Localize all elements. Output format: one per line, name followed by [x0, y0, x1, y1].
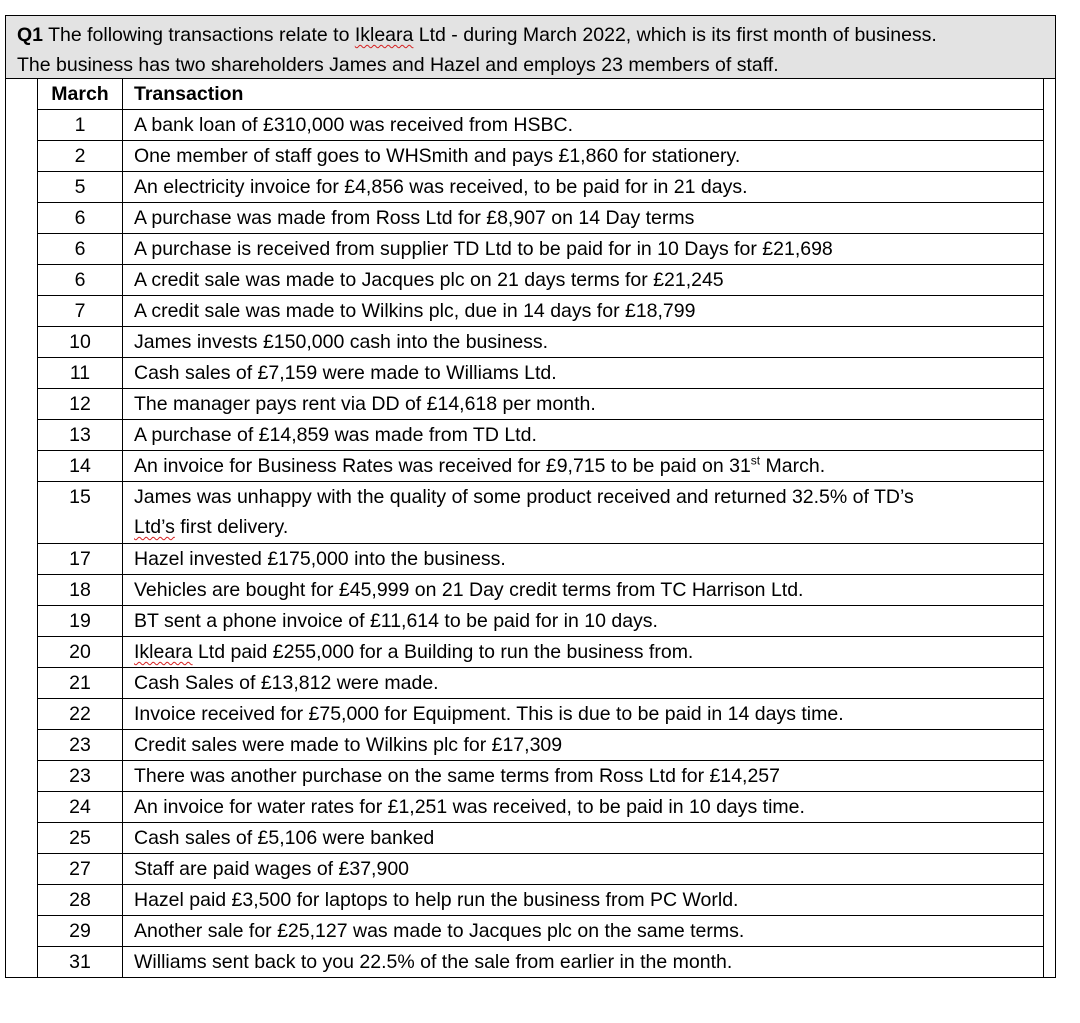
spellcheck-word: Ikleara [134, 641, 193, 663]
table-row [38, 637, 1044, 668]
question-text-rest: Ltd - during March 2022, which is its first month of business. [413, 24, 937, 46]
transaction-cell: A purchase is received from supplier TD Ltd to be paid for in 10 Days for £21,698 [123, 234, 1044, 265]
table-row [38, 482, 1044, 544]
day-cell: 14 [38, 451, 123, 482]
table-row [38, 327, 1044, 358]
day-cell: 13 [38, 420, 123, 451]
header-transaction: Transaction [123, 79, 1044, 110]
transaction-cell: Another sale for £25,127 was made to Jacques plc on the same terms. [123, 916, 1044, 947]
table-row [38, 544, 1044, 575]
transaction-cell: James invests £150,000 cash into the business. [123, 327, 1044, 358]
day-cell: 21 [38, 668, 123, 699]
table-row [38, 296, 1044, 327]
question-number: Q1 [17, 24, 44, 46]
day-cell: 19 [38, 606, 123, 637]
transaction-cell: The manager pays rent via DD of £14,618 per month. [123, 389, 1044, 420]
table-row [38, 792, 1044, 823]
table-row [38, 761, 1044, 792]
transaction-cell: A purchase of £14,859 was made from TD Ltd. [123, 420, 1044, 451]
day-cell: 27 [38, 854, 123, 885]
day-cell: 6 [38, 203, 123, 234]
day-cell: 25 [38, 823, 123, 854]
day-cell: 7 [38, 296, 123, 327]
transaction-cell: Staff are paid wages of £37,900 [123, 854, 1044, 885]
table-row [38, 203, 1044, 234]
day-cell: 29 [38, 916, 123, 947]
table-row [38, 110, 1044, 141]
transaction-cell: A purchase was made from Ross Ltd for £8,907 on 14 Day terms [123, 203, 1044, 234]
table-header-row [38, 79, 1044, 110]
day-cell: 23 [38, 730, 123, 761]
table-row [38, 916, 1044, 947]
transaction-cell: Credit sales were made to Wilkins plc for £17,309 [123, 730, 1044, 761]
table-row [38, 265, 1044, 296]
day-cell: 22 [38, 699, 123, 730]
table-row [38, 730, 1044, 761]
day-cell: 17 [38, 544, 123, 575]
day-cell: 6 [38, 265, 123, 296]
header-march: March [38, 79, 123, 110]
table-row [38, 885, 1044, 916]
day-cell: 11 [38, 358, 123, 389]
transaction-cell: BT sent a phone invoice of £11,614 to be paid for in 10 days. [123, 606, 1044, 637]
day-cell: 18 [38, 575, 123, 606]
day-cell: 23 [38, 761, 123, 792]
transaction-cell: Hazel paid £3,500 for laptops to help run the business from PC World. [123, 885, 1044, 916]
table-row [38, 141, 1044, 172]
transaction-cell: There was another purchase on the same terms from Ross Ltd for £14,257 [123, 761, 1044, 792]
question-line-1 [17, 20, 1055, 50]
company-name-spellcheck: Ikleara [354, 24, 414, 46]
table-row [38, 668, 1044, 699]
transaction-text: An invoice for Business Rates was received for £9,715 to be paid on 31 [134, 455, 751, 477]
transaction-cell: Vehicles are bought for £45,999 on 21 Day credit terms from TC Harrison Ltd. [123, 575, 1044, 606]
table-row [38, 575, 1044, 606]
transaction-cell: One member of staff goes to WHSmith and pays £1,860 for stationery. [123, 141, 1044, 172]
table-row [38, 699, 1044, 730]
question-frame [5, 15, 1056, 978]
table-row [38, 358, 1044, 389]
table-row [38, 823, 1044, 854]
transaction-text: James was unhappy with the quality of some product received and returned 32.5% of TD’s [134, 486, 914, 508]
question-header [6, 16, 1055, 79]
transaction-cell: An electricity invoice for £4,856 was received, to be paid for in 21 days. [123, 172, 1044, 203]
ordinal-suffix: st [750, 453, 761, 468]
transaction-cell: Hazel invested £175,000 into the business. [123, 544, 1044, 575]
day-cell: 15 [38, 482, 123, 544]
transaction-cell: A bank loan of £310,000 was received from HSBC. [123, 110, 1044, 141]
table-row [38, 234, 1044, 265]
transaction-text-end: Ltd paid £255,000 for a Building to run the business from. [192, 641, 694, 663]
question-text: The following transactions relate to [43, 24, 355, 46]
day-cell: 24 [38, 792, 123, 823]
transaction-cell: Cash Sales of £13,812 were made. [123, 668, 1044, 699]
day-cell: 28 [38, 885, 123, 916]
table-row [38, 854, 1044, 885]
day-cell: 10 [38, 327, 123, 358]
transaction-cell: Cash sales of £7,159 were made to Williams Ltd. [123, 358, 1044, 389]
transaction-cell: A credit sale was made to Jacques plc on 21 days terms for £21,245 [123, 265, 1044, 296]
transactions-table [37, 78, 1044, 978]
transaction-cell: Cash sales of £5,106 were banked [123, 823, 1044, 854]
spellcheck-word: Ltd’s [134, 516, 175, 538]
transaction-cell [123, 482, 1044, 544]
table-row [38, 172, 1044, 203]
transaction-cell: Williams sent back to you 22.5% of the sale from earlier in the month. [123, 947, 1044, 978]
transaction-cell: A credit sale was made to Wilkins plc, due in 14 days for £18,799 [123, 296, 1044, 327]
day-cell: 12 [38, 389, 123, 420]
day-cell: 1 [38, 110, 123, 141]
question-line-2: The business has two shareholders James and Hazel and employs 23 members of staff. [17, 54, 779, 76]
table-row [38, 420, 1044, 451]
day-cell: 2 [38, 141, 123, 172]
transaction-text-end: first delivery. [174, 516, 289, 538]
transaction-text-end: March. [760, 455, 826, 477]
transaction-cell: Invoice received for £75,000 for Equipment. This is due to be paid in 14 days time. [123, 699, 1044, 730]
table-row [38, 947, 1044, 978]
table-row [38, 606, 1044, 637]
day-cell: 20 [38, 637, 123, 668]
table-row [38, 451, 1044, 482]
transaction-cell [123, 451, 1044, 482]
transaction-cell [123, 637, 1044, 668]
day-cell: 5 [38, 172, 123, 203]
day-cell: 6 [38, 234, 123, 265]
transaction-cell: An invoice for water rates for £1,251 was received, to be paid in 10 days time. [123, 792, 1044, 823]
day-cell: 31 [38, 947, 123, 978]
table-row [38, 389, 1044, 420]
